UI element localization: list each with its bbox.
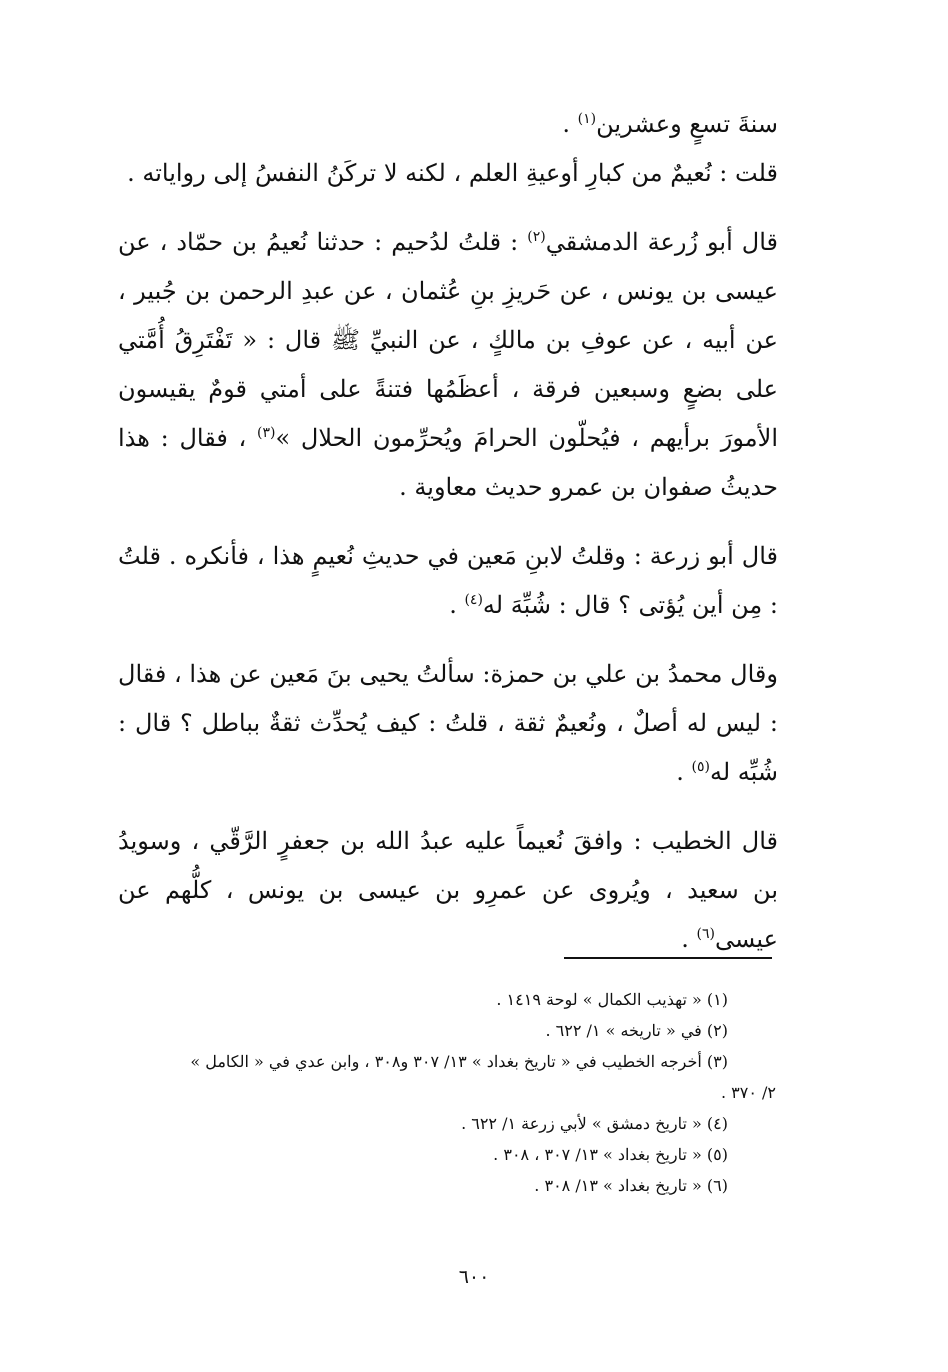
page-number: ٦٠٠ <box>458 1266 490 1288</box>
footnote-ref-4: (٤) <box>464 592 483 608</box>
footnote-ref-1: (١) <box>577 111 597 127</box>
paragraph-2-text: قلت : نُعيمٌ من كبارِ أوعيةِ العلم ، لكنه لا تركَنُ النفسُ إلى رواياته . <box>127 159 778 187</box>
paragraph-5-text-b: . <box>676 758 692 786</box>
footnote-ref-2: (٢) <box>527 229 546 245</box>
footnote-3-continued: ٢/ ٣٧٠ . <box>720 1083 776 1102</box>
paragraph-6-text-b: . <box>681 925 697 953</box>
paragraph-1-end: . <box>562 110 578 138</box>
footnote-separator <box>564 957 772 959</box>
paragraph-4 <box>118 532 778 630</box>
paragraph-3-text-b: : قلتُ لدُحيم : حدثنا نُعيمُ بن حمّاد ، عن عيسى بن يونس ، عن حَريزِ بنِ عُثمان ، عن عبدِ الرحمن بن جُبير ، عن أبيه ، عن عوفِ بن مالكٍ ، عن النبيِّ ﷺ قال : « تَفْتَرِقُ أُمَّتي على بضعٍ وسبعين فرقة ، أعظَمُها فتنةً على أمتي قومٌ يقيسون الأمورَ برأيهم ، فيُحلّون الحرامَ ويُحرِّمون الحلال » <box>118 228 778 452</box>
paragraph-5 <box>118 650 778 797</box>
main-text <box>118 100 778 964</box>
paragraph-6-text-a: قال الخطيب : وافقَ نُعيماً عليه عبدُ الله بن جعفرٍ الرَّقّي ، وسويدُ بن سعيد ، ويُروى عن عمرِو بن عيسى بن يونس ، كلُّهم عن عيسى <box>118 827 778 953</box>
footnote-4: (٤) « تاريخ دمشق » لأبي زرعة ١/ ٦٢٢ . <box>461 1114 728 1133</box>
paragraph-3-text-a: قال أبو زُرعة الدمشقي <box>545 228 778 256</box>
paragraph-3-text-c: ، فقال : هذا حديثُ صفوان بن عمرو حديث معاوية . <box>118 424 778 501</box>
paragraph-2 <box>118 149 778 198</box>
footnote-5: (٥) « تاريخ بغداد » ١٣/ ٣٠٧ ، ٣٠٨ . <box>493 1145 728 1164</box>
paragraph-1 <box>118 100 778 149</box>
footnotes <box>110 984 776 1201</box>
footnote-1: (١) « تهذيب الكمال » لوحة ١٤١٩ . <box>496 990 728 1009</box>
paragraph-5-text-a: وقال محمدُ بن علي بن حمزة: سألتُ يحيى بنَ مَعين عن هذا ، فقال : ليس له أصلٌ ، ونُعيمٌ ثقة ، قلتُ : كيف يُحدِّث ثقةٌ بباطل ؟ قال : شُبِّه له <box>118 660 778 786</box>
footnote-ref-3: (٣) <box>257 425 276 441</box>
paragraph-1-text: سنةَ تسعٍ وعشرين <box>596 110 778 138</box>
paragraph-3 <box>118 218 778 512</box>
footnote-ref-5: (٥) <box>691 759 710 775</box>
paragraph-4-text-b: . <box>449 591 465 619</box>
footnote-2: (٢) في « تاريخه » ١/ ٦٢٢ . <box>545 1021 728 1040</box>
footnote-3: (٣) أخرجه الخطيب في « تاريخ بغداد » ١٣/ ٣٠٧ و٣٠٨ ، وابن عدي في « الكامل » <box>190 1052 728 1071</box>
paragraph-4-text-a: قال أبو زرعة : وقلتُ لابنِ مَعين في حديثِ نُعيمٍ هذا ، فأنكره . قلتُ : مِن أين يُؤتى ؟ قال : شُبِّهَ له <box>118 542 778 619</box>
footnote-ref-6: (٦) <box>696 926 716 942</box>
footnote-6: (٦) « تاريخ بغداد » ١٣/ ٣٠٨ . <box>534 1176 728 1195</box>
paragraph-6 <box>118 817 778 964</box>
